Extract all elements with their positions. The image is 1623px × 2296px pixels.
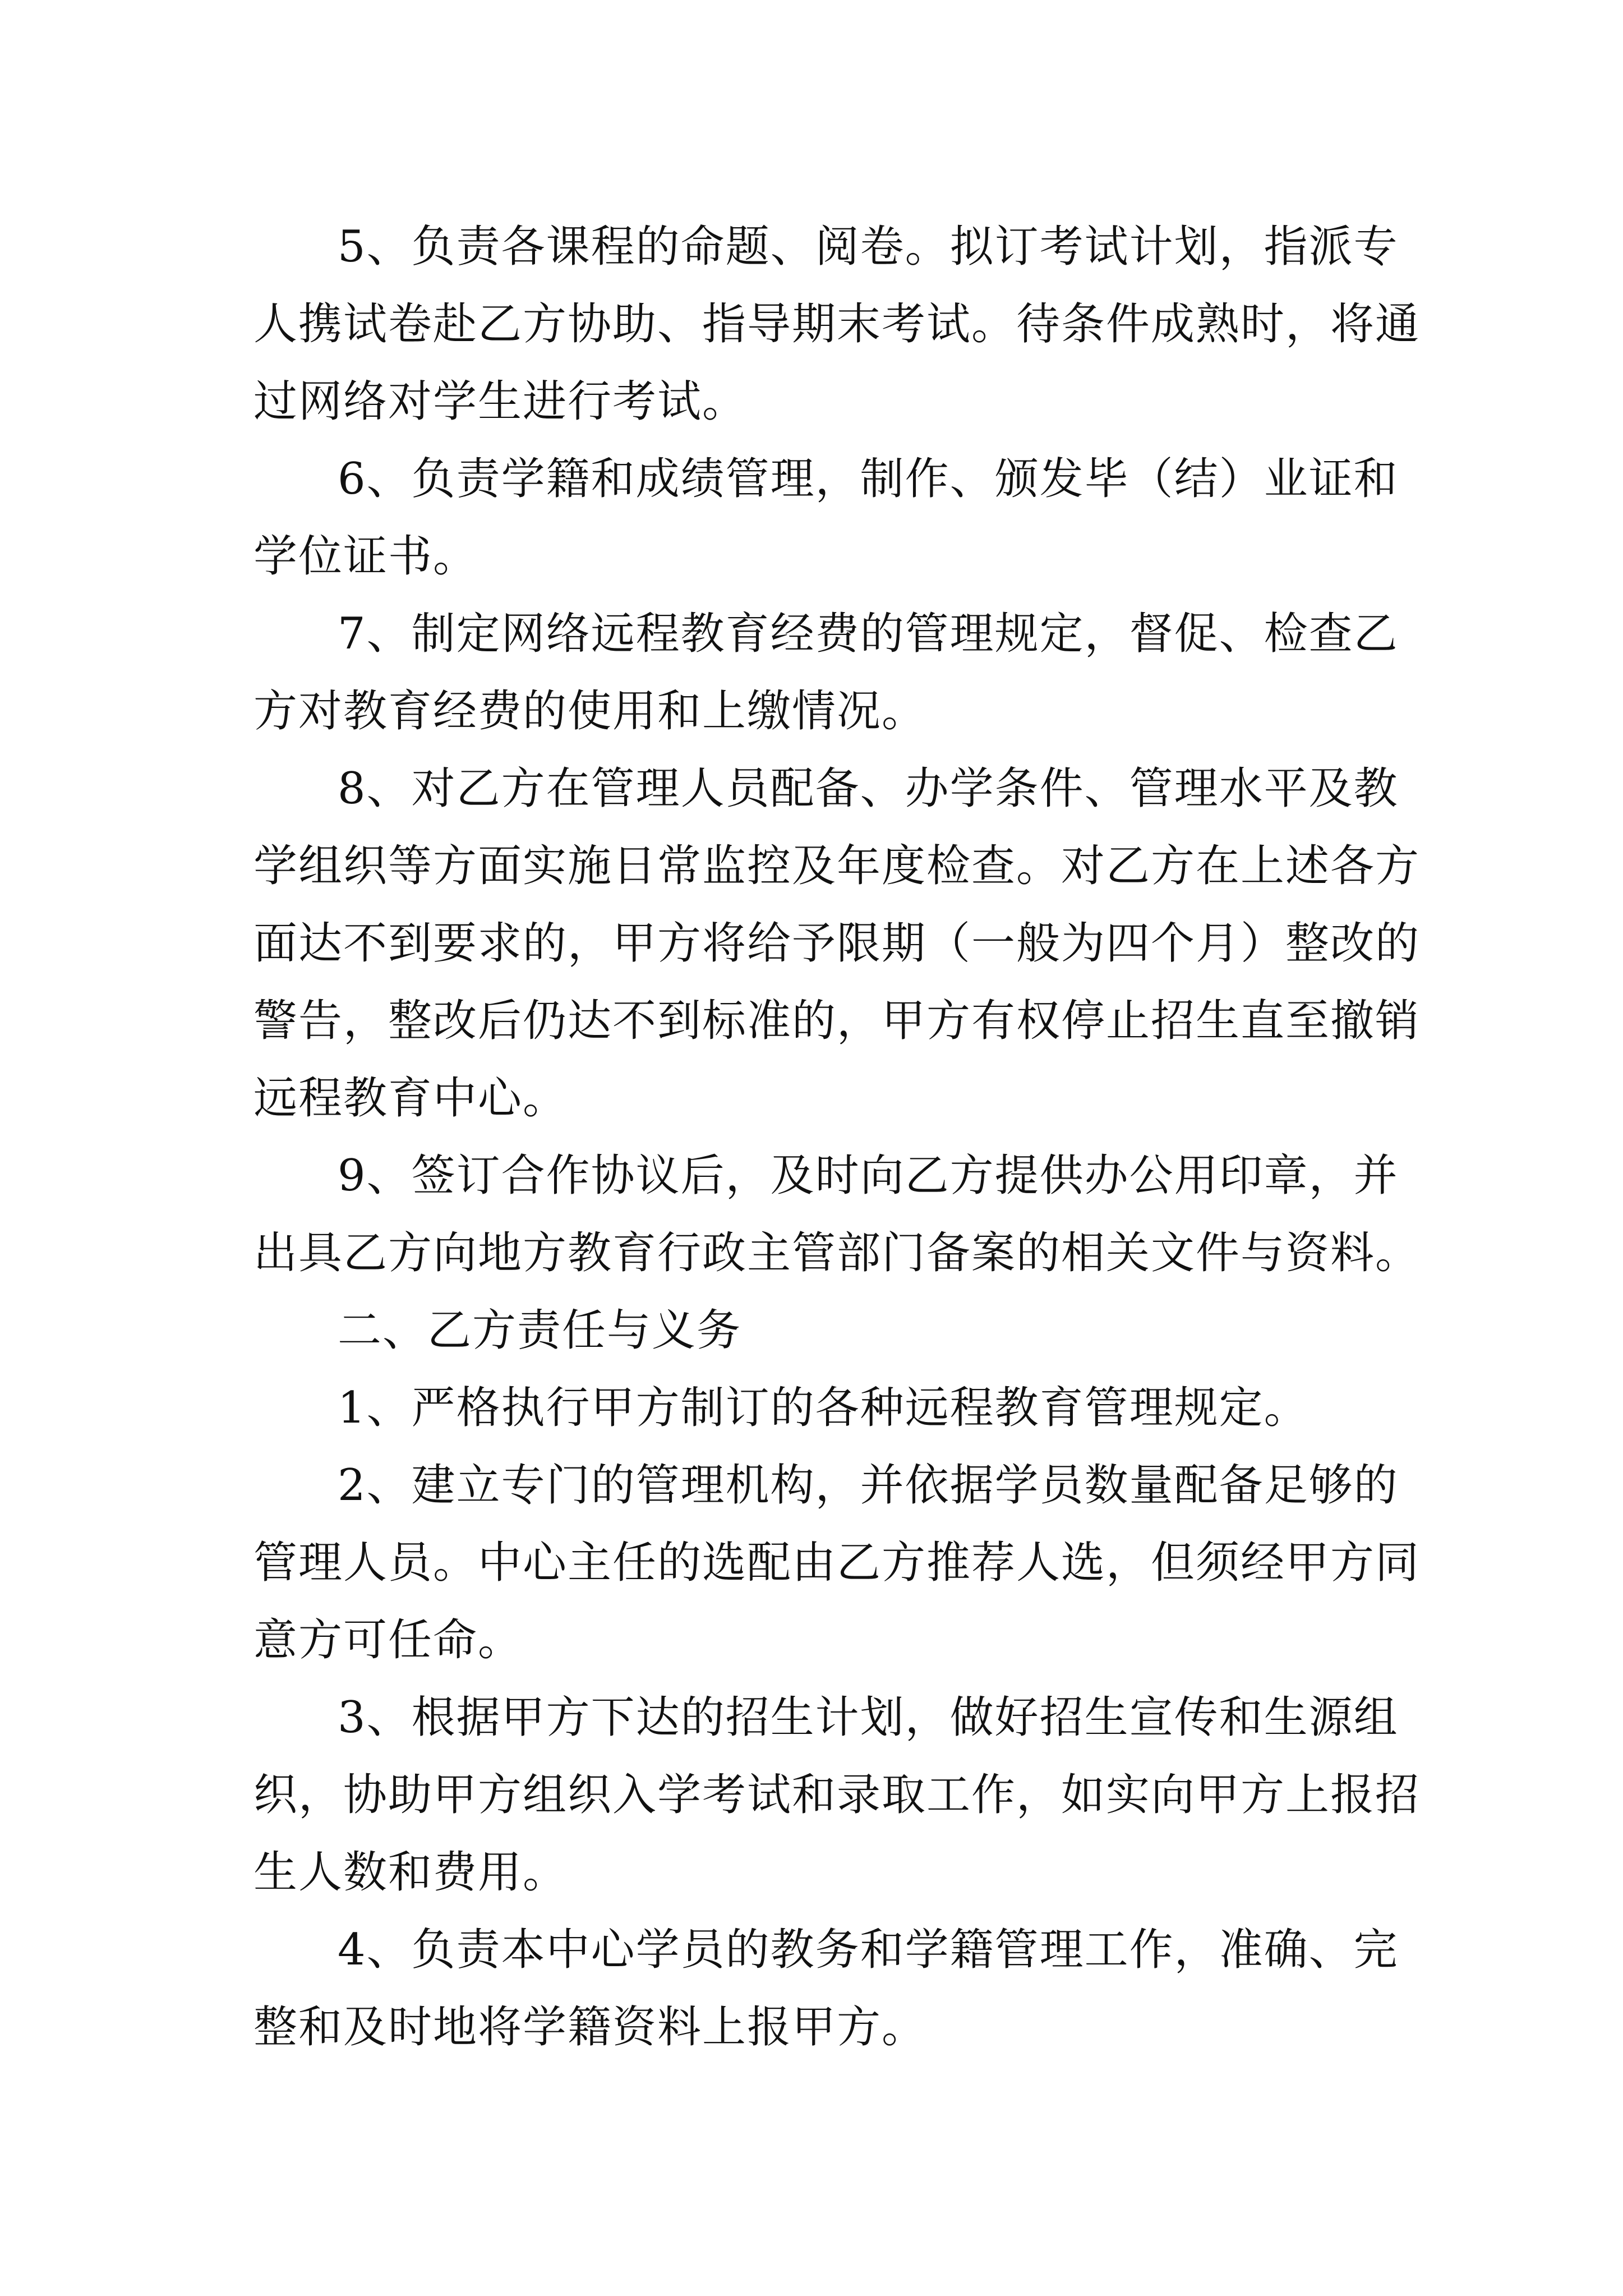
paragraph-line: 意方可任命。 [253, 1615, 523, 1665]
paragraph-line: 整和及时地将学籍资料上报甲方。 [253, 2002, 927, 2053]
section-heading-text: 二、乙方责任与义务 [338, 1305, 742, 1356]
paragraph-line: 远程教育中心。 [253, 1073, 568, 1124]
paragraph-line: 织，协助甲方组织入学考试和录取工作，如实向甲方上报招 [253, 1770, 1421, 1820]
paragraph-line: 学位证书。 [253, 531, 478, 582]
paragraph-line: 学组织等方面实施日常监控及年度检查。对乙方在上述各方 [253, 841, 1421, 891]
paragraph-line: 8、对乙方在管理人员配备、办学条件、管理水平及教 [338, 763, 1399, 814]
paragraph-line: 过网络对学生进行考试。 [253, 376, 748, 427]
paragraph-line: 方对教育经费的使用和上缴情况。 [253, 686, 927, 737]
paragraph-line: 面达不到要求的，甲方将给予限期（一般为四个月）整改的 [253, 918, 1421, 969]
paragraph-line: 5、负责各课程的命题、阅卷。拟订考试计划，指派专 [338, 222, 1399, 272]
paragraph-line: 人携试卷赴乙方协助、指导期末考试。待条件成熟时，将通 [253, 299, 1421, 349]
paragraph-line: 9、签订合作协议后，及时向乙方提供办公用印章，并 [338, 1151, 1399, 1201]
paragraph-line: 6、负责学籍和成绩管理，制作、颁发毕（结）业证和 [338, 454, 1399, 504]
paragraph-line: 3、根据甲方下达的招生计划，做好招生宣传和生源组 [338, 1692, 1399, 1743]
paragraph-line: 出具乙方向地方教育行政主管部门备案的相关文件与资料。 [253, 1228, 1421, 1278]
paragraph-line: 警告，整改后仍达不到标准的，甲方有权停止招生直至撤销 [253, 996, 1421, 1046]
paragraph-line: 管理人员。中心主任的选配由乙方推荐人选，但须经甲方同 [253, 1538, 1421, 1588]
paragraph-line: 生人数和费用。 [253, 1847, 568, 1898]
paragraph-line: 4、负责本中心学员的教务和学籍管理工作，准确、完 [338, 1925, 1399, 1975]
paragraph-line: 2、建立专门的管理机构，并依据学员数量配备足够的 [338, 1460, 1399, 1511]
paragraph-line: 1、严格执行甲方制订的各种远程教育管理规定。 [338, 1383, 1309, 1433]
paragraph-line: 7、制定网络远程教育经费的管理规定，督促、检查乙 [338, 609, 1399, 659]
